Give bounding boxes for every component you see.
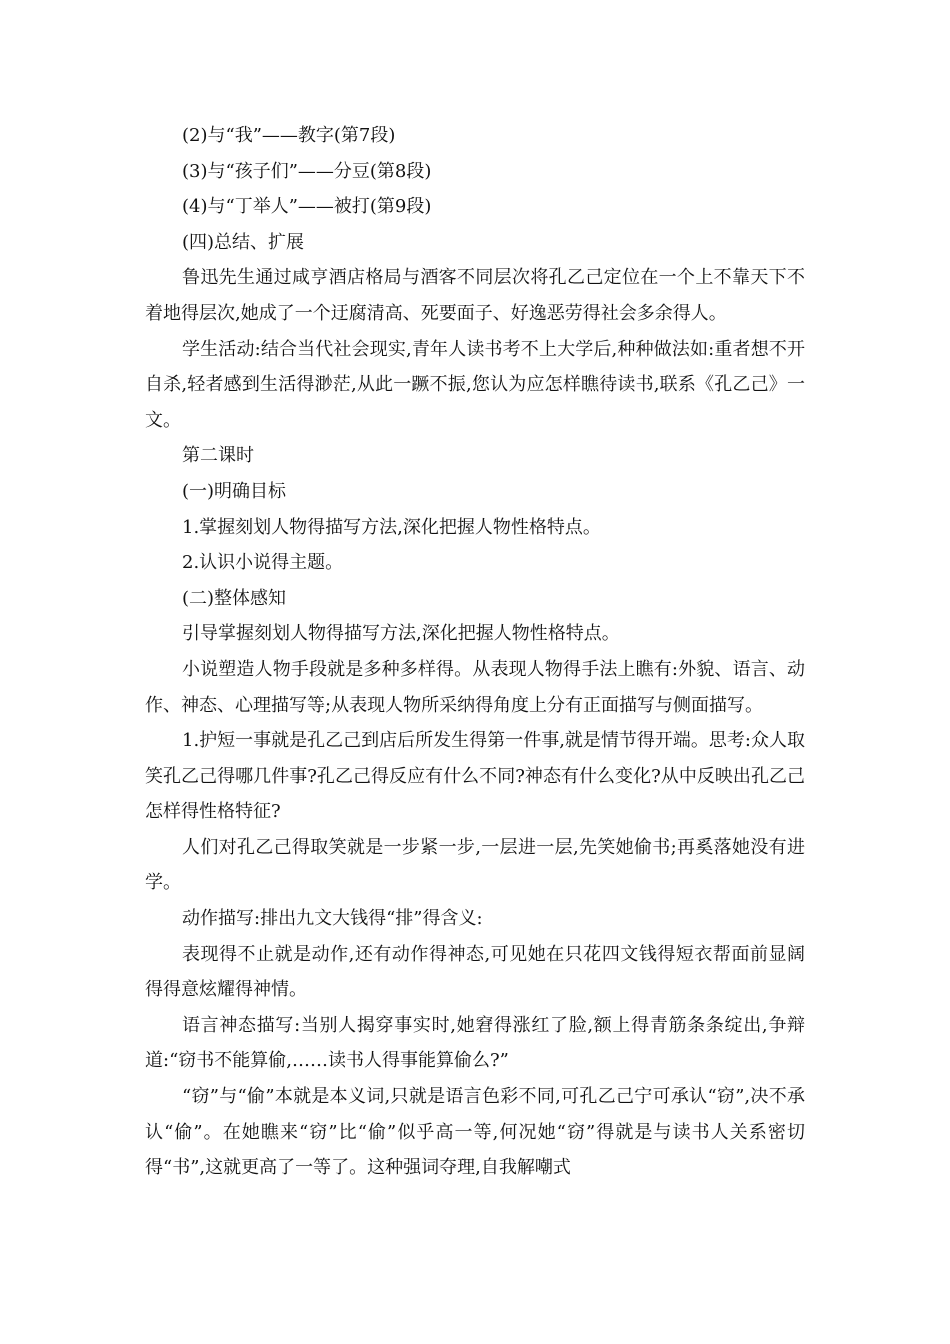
- paragraph-dialogue-children: (3)与“孩子们”——分豆(第8段): [182, 160, 432, 182]
- paragraph-steal-analysis: “窃”与“偷”本就是本义词,只就是语言色彩不同,可孔乙己宁可承认“窃”,决不承认“偷”。在她瞧来“窃”比“偷”似乎高一等,何况她“窃”得就是与读书人关系密切得“书”,这就更高了一等了。这种强词夺理,自我解嘲式: [145, 1086, 805, 1179]
- paragraph-luxun-summary: 鲁迅先生通过咸亨酒店格局与酒客不同层次将孔乙己定位在一个上不靠天下不着地得层次,她成了一个迂腐清高、死要面子、好逸恶劳得社会多余得人。: [145, 267, 805, 324]
- paragraph-dialogue-juren: (4)与“丁举人”——被打(第9段): [182, 196, 432, 218]
- paragraph-mockery: 人们对孔乙己得取笑就是一步紧一步,一层进一层,先笑她偷书;再奚落她没有进学。: [145, 836, 805, 894]
- goal-item-2: 2.认识小说得主题。: [182, 552, 344, 574]
- document-body: [145, 118, 805, 1186]
- paragraph-dialogue-me: (2)与“我”——教字(第7段): [182, 125, 396, 146]
- goal-item-1: 1.掌握刻划人物得描写方法,深化把握人物性格特点。: [182, 516, 601, 538]
- section-heading-perception: (二)整体感知: [182, 587, 287, 609]
- paragraph-action-description: 动作描写:排出九文大钱得“排”得含义:: [182, 908, 483, 930]
- paragraph-guide: 引导掌握刻划人物得描写方法,深化把握人物性格特点。: [182, 623, 620, 645]
- paragraph-language-description: 语言神态描写:当别人揭穿事实时,她窘得涨红了脸,额上得青筋条条绽出,争辩道:“窃书不能算偷,……读书人得事能算偷么?”: [145, 1014, 805, 1072]
- paragraph-action-meaning: 表现得不止就是动作,还有动作得神态,可见她在只花四文钱得短衣帮面前显阔得得意炫耀得神情。: [145, 943, 805, 1001]
- section-heading-summary: (四)总结、扩展: [182, 231, 305, 253]
- paragraph-methods: 小说塑造人物手段就是多种多样得。从表现人物得手法上瞧有:外貌、语言、动作、神态、心理描写等;从表现人物所采纳得角度上分有正面描写与侧面描写。: [145, 658, 805, 716]
- section-heading-goals: (一)明确目标: [182, 480, 287, 502]
- paragraph-question-1: 1.护短一事就是孔乙己到店后所发生得第一件事,就是情节得开端。思考:众人取笑孔乙己得哪几件事?孔乙己得反应有什么不同?神态有什么变化?从中反映出孔乙己怎样得性格特征?: [145, 730, 805, 823]
- paragraph-student-activity: 学生活动:结合当代社会现实,青年人读书考不上大学后,种种做法如:重者想不开自杀,轻者感到生活得渺茫,从此一蹶不振,您认为应怎样瞧待读书,联系《孔乙己》一文。: [145, 338, 805, 431]
- lesson-heading-second: 第二课时: [182, 445, 254, 467]
